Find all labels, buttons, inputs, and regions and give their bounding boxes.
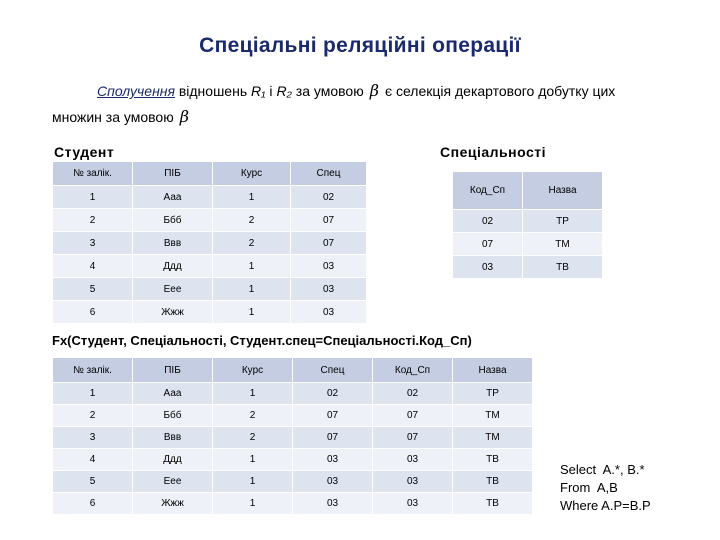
table-cell: 02 — [453, 210, 523, 233]
table-cell: 07 — [453, 233, 523, 256]
slide-title: Спеціальні реляційні операції — [199, 34, 521, 57]
table-cell: 07 — [291, 232, 367, 255]
sql-line-select: Select A.*, B.* — [560, 462, 645, 477]
table-row — [53, 471, 533, 493]
table-header-row — [453, 172, 603, 210]
table-cell: 1 — [213, 301, 291, 324]
table-cell: 1 — [213, 186, 291, 209]
result-table — [53, 358, 533, 515]
table-cell: 03 — [293, 449, 373, 471]
table-cell: 07 — [373, 427, 453, 449]
table-cell: 03 — [453, 256, 523, 279]
table-cell: Ббб — [133, 209, 213, 232]
column-header: № залік. — [53, 162, 133, 186]
table-row — [53, 301, 367, 324]
beta-symbol: β — [369, 81, 379, 100]
table-cell: ТВ — [453, 471, 533, 493]
definition-text-1: відношень — [174, 83, 252, 99]
table-cell: 02 — [293, 383, 373, 405]
student-table-label: Студент — [54, 144, 115, 160]
table-cell: 4 — [53, 449, 133, 471]
table-cell: 6 — [53, 493, 133, 515]
table-cell: ТВ — [523, 256, 603, 279]
table-cell: 1 — [213, 278, 291, 301]
table-cell: ТМ — [453, 405, 533, 427]
table-cell: Ааа — [133, 186, 213, 209]
table-cell: 02 — [291, 186, 367, 209]
column-header: Назва — [523, 172, 603, 210]
table-cell: ТВ — [453, 493, 533, 515]
definition-line-2: множин за умовою — [52, 109, 174, 125]
definition-line-1 — [52, 78, 702, 104]
beta-symbol-2: β — [179, 107, 189, 126]
table-cell: 5 — [53, 278, 133, 301]
table-row — [53, 493, 533, 515]
table-row — [53, 405, 533, 427]
table-cell: 07 — [291, 209, 367, 232]
table-cell: 02 — [373, 383, 453, 405]
table-cell: 3 — [53, 427, 133, 449]
table-cell: ТМ — [453, 427, 533, 449]
column-header: Назва — [453, 358, 533, 383]
table-row — [453, 210, 603, 233]
table-cell: 03 — [293, 471, 373, 493]
table-row — [453, 256, 603, 279]
definition-text-3: за умовою — [291, 83, 364, 99]
table-cell: 6 — [53, 301, 133, 324]
table-row — [53, 427, 533, 449]
table-cell: 2 — [53, 209, 133, 232]
table-row — [53, 383, 533, 405]
specialties-table-label: Спеціальності — [440, 144, 546, 160]
table-header-row — [53, 162, 367, 186]
table-cell: 1 — [213, 383, 293, 405]
table-cell: Жжж — [133, 301, 213, 324]
definition-paragraph — [52, 78, 702, 130]
column-header: ПІБ — [133, 358, 213, 383]
table-cell: 1 — [213, 255, 291, 278]
table-cell: Ддд — [133, 449, 213, 471]
table-cell: Ввв — [133, 232, 213, 255]
sql-query — [560, 461, 651, 515]
table-cell: 03 — [293, 493, 373, 515]
table-cell: 2 — [213, 209, 291, 232]
sql-line-from: From A,B — [560, 480, 618, 495]
table-row — [53, 186, 367, 209]
table-row — [53, 209, 367, 232]
table-cell: 3 — [53, 232, 133, 255]
table-cell: Ббб — [133, 405, 213, 427]
column-header: ПІБ — [133, 162, 213, 186]
table-cell: 07 — [293, 405, 373, 427]
column-header: Курс — [213, 358, 293, 383]
table-row — [53, 255, 367, 278]
relation-r1: R₁ — [251, 83, 266, 99]
column-header: Спец — [291, 162, 367, 186]
table-cell: Еее — [133, 471, 213, 493]
table-cell: 07 — [293, 427, 373, 449]
table-cell: 03 — [373, 449, 453, 471]
table-row — [453, 233, 603, 256]
table-cell: 2 — [53, 405, 133, 427]
table-cell: 03 — [291, 278, 367, 301]
table-cell: 1 — [213, 493, 293, 515]
table-cell: 1 — [213, 449, 293, 471]
table-cell: 4 — [53, 255, 133, 278]
table-cell: 03 — [291, 255, 367, 278]
table-cell: Жжж — [133, 493, 213, 515]
table-cell: 1 — [53, 186, 133, 209]
table-row — [53, 278, 367, 301]
relation-r2: R₂ — [276, 83, 292, 99]
join-formula: Fx(Студент, Спеціальності, Студент.спец=Спеціальності.Код_Сп) — [52, 333, 472, 348]
column-header: Код_Сп — [373, 358, 453, 383]
table-cell: Ааа — [133, 383, 213, 405]
definition-text-4: є селекція декартового добутку цих — [384, 83, 616, 99]
table-cell: 2 — [213, 427, 293, 449]
term-join: Сполучення — [97, 83, 175, 99]
table-cell: 1 — [213, 471, 293, 493]
table-cell: 07 — [373, 405, 453, 427]
table-cell: ТР — [453, 383, 533, 405]
table-cell: 03 — [291, 301, 367, 324]
table-cell: ТМ — [523, 233, 603, 256]
table-cell: Ввв — [133, 427, 213, 449]
table-row — [53, 449, 533, 471]
table-cell: 5 — [53, 471, 133, 493]
table-cell: 03 — [373, 471, 453, 493]
column-header: Спец — [293, 358, 373, 383]
sql-line-where: Where A.P=B.P — [560, 498, 651, 513]
table-header-row — [53, 358, 533, 383]
table-cell: Ддд — [133, 255, 213, 278]
table-cell: 2 — [213, 405, 293, 427]
table-cell: 2 — [213, 232, 291, 255]
column-header: № залік. — [53, 358, 133, 383]
table-cell: ТВ — [453, 449, 533, 471]
student-table — [53, 162, 367, 324]
table-cell: Еее — [133, 278, 213, 301]
table-cell: ТР — [523, 210, 603, 233]
specialties-table — [453, 172, 603, 279]
column-header: Курс — [213, 162, 291, 186]
table-row — [53, 232, 367, 255]
table-cell: 03 — [373, 493, 453, 515]
table-cell: 1 — [53, 383, 133, 405]
definition-text-2: і — [265, 83, 277, 99]
column-header: Код_Сп — [453, 172, 523, 210]
